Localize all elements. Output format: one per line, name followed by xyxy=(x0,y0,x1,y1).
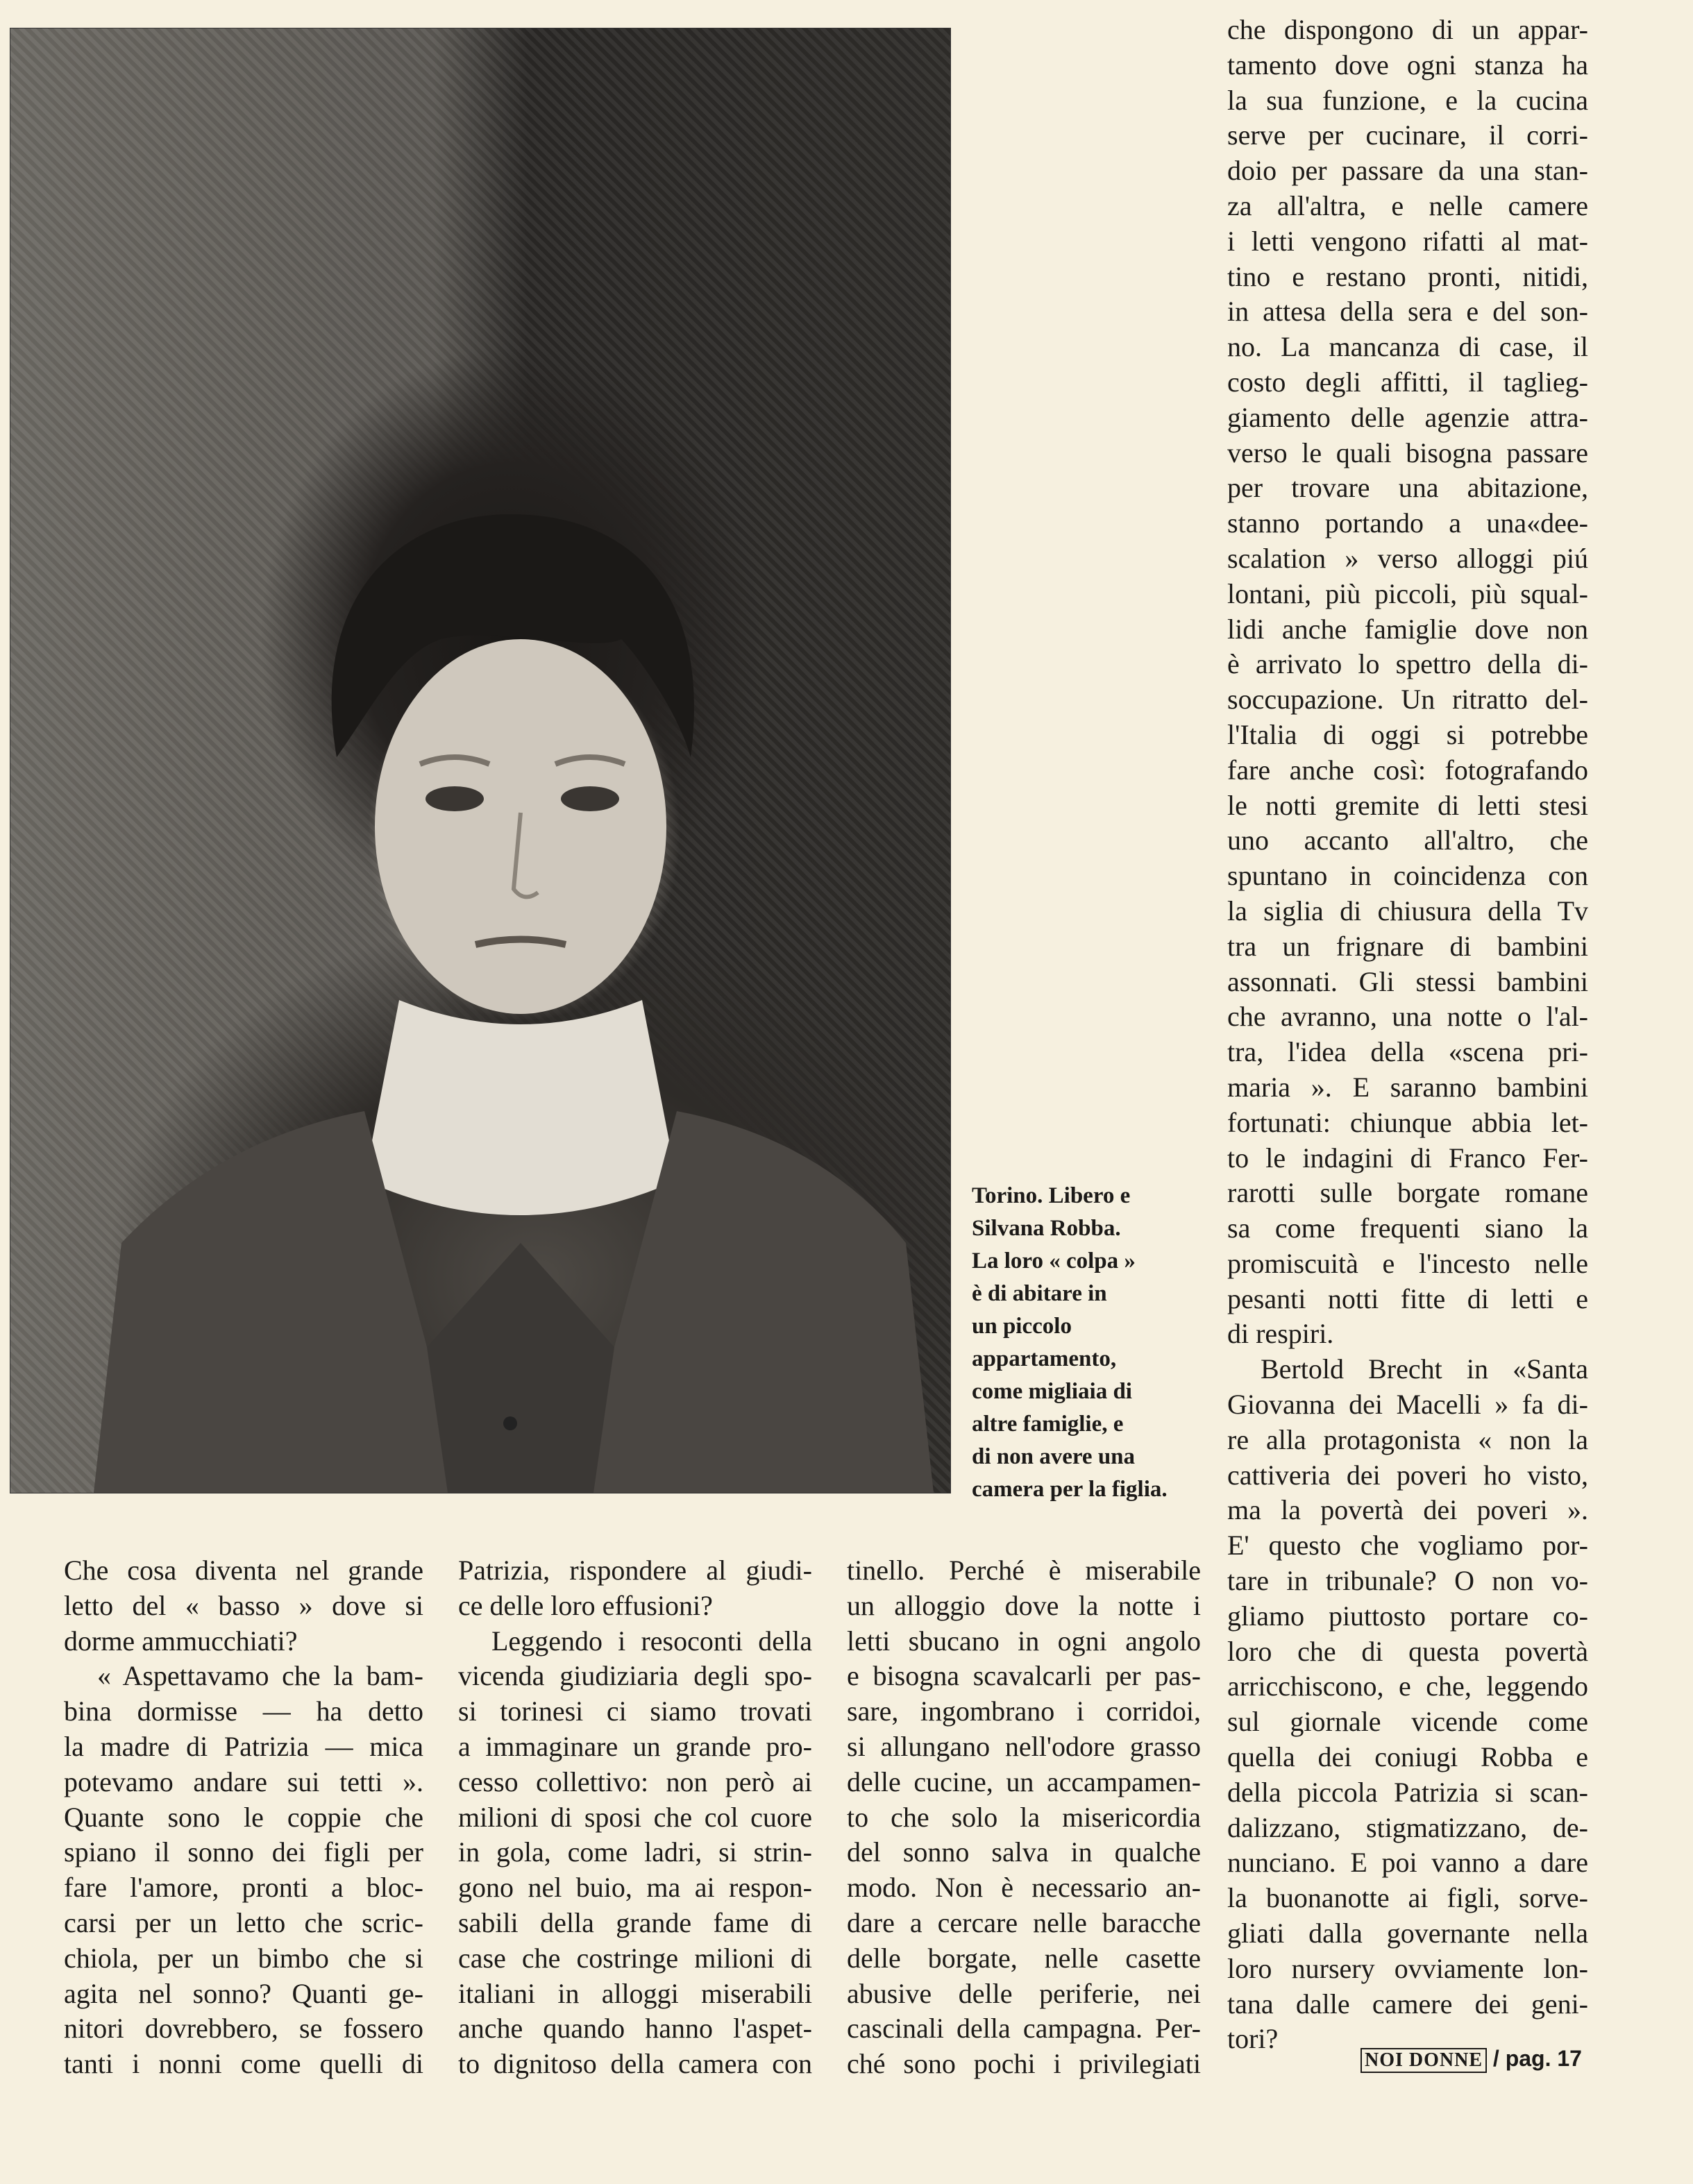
text-line: lontani, più piccoli, più squal- xyxy=(1227,577,1588,609)
text-line: e bisogna scavalcarli per pas- xyxy=(847,1660,1201,1692)
text-line: Quante sono le coppie che xyxy=(64,1801,423,1833)
text-line: costo degli affitti, il taglieg- xyxy=(1227,366,1588,398)
text-line: stanno portando a una«dee- xyxy=(1227,507,1588,539)
text-line: E' questo che vogliamo por- xyxy=(1227,1530,1588,1561)
text-line: verso le quali bisogna passare xyxy=(1227,437,1588,468)
text-line: dorme ammucchiati? xyxy=(64,1625,298,1657)
text-line: to le indagini di Franco Fer- xyxy=(1227,1142,1588,1174)
text-line: arricchiscono, e che, leggendo xyxy=(1227,1670,1588,1702)
article-column-2 xyxy=(458,1553,812,2082)
text-line: to che solo la misericordia xyxy=(847,1801,1201,1833)
photo-caption xyxy=(972,1180,1211,1506)
caption-line: Torino. Libero e xyxy=(972,1183,1131,1208)
text-line: tinello. Perché è miserabile xyxy=(847,1555,1201,1586)
text-line: si torinesi ci siamo trovati xyxy=(458,1695,812,1727)
text-line: delle borgate, nelle casette xyxy=(847,1942,1201,1974)
text-line: che dispongono di un appar- xyxy=(1227,14,1588,45)
page-footer xyxy=(1361,2046,1582,2073)
text-line: tino e restano pronti, nitidi, xyxy=(1227,260,1588,292)
text-line: a immaginare un grande pro- xyxy=(458,1730,812,1762)
text-line: abusive delle periferie, nei xyxy=(847,1977,1201,2009)
text-line: rarotti sulle borgate romane xyxy=(1227,1177,1588,1209)
text-line: cesso collettivo: non però ai xyxy=(458,1766,812,1797)
text-line: za all'altra, e nelle camere xyxy=(1227,189,1588,221)
text-line: Giovanna dei Macelli » fa di- xyxy=(1227,1389,1588,1421)
text-line: carsi per un letto che scric- xyxy=(64,1906,423,1938)
text-line: la sua funzione, e la cucina xyxy=(1227,84,1588,116)
text-line: della piccola Patrizia si scan- xyxy=(1227,1776,1588,1808)
text-line: scalation » verso alloggi piú xyxy=(1227,542,1588,574)
photo-portrait xyxy=(10,28,951,1493)
text-line: doio per passare da una stan- xyxy=(1227,155,1588,187)
text-line: Patrizia, rispondere al giudi- xyxy=(458,1555,812,1586)
text-line: di respiri. xyxy=(1227,1318,1334,1350)
text-line: Bertold Brecht in «Santa xyxy=(1261,1353,1588,1385)
caption-line: camera per la figlia. xyxy=(972,1477,1168,1502)
portrait-illustration xyxy=(10,28,950,1493)
text-line: chiola, per un bimbo che si xyxy=(64,1942,423,1974)
caption-line: è di abitare in xyxy=(972,1281,1107,1306)
text-line: dalizzano, stigmatizzano, de- xyxy=(1227,1811,1588,1843)
text-line: ce delle loro effusioni? xyxy=(458,1589,713,1621)
text-line: cascinali della campagna. Per- xyxy=(847,2013,1201,2045)
caption-line: un piccolo xyxy=(972,1314,1072,1339)
text-line: gliamo piuttosto portare co- xyxy=(1227,1600,1588,1632)
caption-line: appartamento, xyxy=(972,1346,1117,1371)
text-line: tanti i nonni come quelli di xyxy=(64,2048,423,2080)
text-line: fare l'amore, pronti a bloc- xyxy=(64,1872,423,1904)
text-line: nitori dovrebbero, se fossero xyxy=(64,2013,423,2045)
text-line: to dignitoso della camera con xyxy=(458,2048,812,2080)
text-line: modo. Non è necessario an- xyxy=(847,1872,1201,1904)
text-line: vicenda giudiziaria degli spo- xyxy=(458,1660,812,1692)
text-line: per trovare una abitazione, xyxy=(1227,472,1588,504)
article-column-4 xyxy=(1227,12,1588,2057)
text-line: la madre di Patrizia — mica xyxy=(64,1730,423,1762)
article-column-1 xyxy=(64,1553,423,2082)
text-line: sul giornale vicende come xyxy=(1227,1706,1588,1738)
text-line: ma la povertà dei poveri ». xyxy=(1227,1494,1588,1526)
text-line: uno accanto all'altro, che xyxy=(1227,824,1588,856)
text-line: « Aspettavamo che la bam- xyxy=(97,1660,423,1692)
text-line: agita nel sonno? Quanti ge- xyxy=(64,1977,423,2009)
text-line: un alloggio dove la notte i xyxy=(847,1589,1201,1621)
text-line: tra, l'idea della «scena pri- xyxy=(1227,1036,1588,1068)
text-line: l'Italia di oggi si potrebbe xyxy=(1227,718,1588,750)
text-line: assonnati. Gli stessi bambini xyxy=(1227,965,1588,997)
text-line: le notti gremite di letti stesi xyxy=(1227,789,1588,821)
text-line: Leggendo i resoconti della xyxy=(491,1625,812,1657)
text-line: i letti vengono rifatti al mat- xyxy=(1227,225,1588,257)
text-line: dare a cercare nelle baracche xyxy=(847,1906,1201,1938)
text-line: sa come frequenti siano la xyxy=(1227,1212,1588,1244)
text-line: del sonno salva in qualche xyxy=(847,1836,1201,1868)
text-line: spuntano in coincidenza con xyxy=(1227,860,1588,892)
text-line: letto del « basso » dove si xyxy=(64,1589,423,1621)
article-column-3 xyxy=(847,1553,1201,2082)
text-line: sabili della grande fame di xyxy=(458,1906,812,1938)
text-line: la siglia di chiusura della Tv xyxy=(1227,895,1588,926)
text-line: in gola, come ladri, si strin- xyxy=(458,1836,812,1868)
footer-separator: / xyxy=(1492,2046,1499,2071)
text-line: lidi anche famiglie dove non xyxy=(1227,613,1588,645)
text-line: pesanti notti fitte di letti e xyxy=(1227,1283,1588,1314)
text-line: bina dormisse — ha detto xyxy=(64,1695,423,1727)
caption-line: La loro « colpa » xyxy=(972,1248,1136,1273)
text-line: italiani in alloggi miserabili xyxy=(458,1977,812,2009)
text-line: serve per cucinare, il corri- xyxy=(1227,119,1588,151)
page-number: pag. 17 xyxy=(1505,2046,1582,2071)
text-line: re alla protagonista « non la xyxy=(1227,1423,1588,1455)
text-line: quella dei coniugi Robba e xyxy=(1227,1741,1588,1773)
magazine-logo: NOI DONNE xyxy=(1361,2048,1487,2073)
text-line: tra un frignare di bambini xyxy=(1227,930,1588,962)
text-line: la buonanotte ai figli, sorve- xyxy=(1227,1882,1588,1914)
text-line: in attesa della sera e del son- xyxy=(1227,296,1588,328)
caption-line: di non avere una xyxy=(972,1444,1136,1469)
text-line: anche quando hanno l'aspet- xyxy=(458,2013,812,2045)
text-line: sare, ingombrano i corridoi, xyxy=(847,1695,1201,1727)
text-line: nunciano. E poi vanno a dare xyxy=(1227,1847,1588,1879)
text-line: tori? xyxy=(1227,2023,1279,2055)
text-line: no. La mancanza di case, il xyxy=(1227,331,1588,363)
text-line: tana dalle camere dei geni- xyxy=(1227,1988,1588,2020)
text-line: letti sbucano in ogni angolo xyxy=(847,1625,1201,1657)
text-line: è arrivato lo spettro della di- xyxy=(1227,648,1588,680)
text-line: loro nursery ovviamente lon- xyxy=(1227,1952,1588,1984)
text-line: fortunati: chiunque abbia let- xyxy=(1227,1106,1588,1138)
text-line: ché sono pochi i privilegiati xyxy=(847,2048,1201,2080)
text-line: si allungano nell'odore grasso xyxy=(847,1730,1201,1762)
caption-line: altre famiglie, e xyxy=(972,1412,1124,1437)
caption-line: Silvana Robba. xyxy=(972,1216,1121,1241)
text-line: potevamo andare sui tetti ». xyxy=(64,1766,423,1797)
text-line: giamento delle agenzie attra- xyxy=(1227,401,1588,433)
text-line: Che cosa diventa nel grande xyxy=(64,1555,423,1586)
text-line: cattiveria dei poveri ho visto, xyxy=(1227,1459,1588,1491)
text-line: loro che di questa povertà xyxy=(1227,1635,1588,1667)
text-line: tamento dove ogni stanza ha xyxy=(1227,49,1588,81)
text-line: promiscuità e l'incesto nelle xyxy=(1227,1247,1588,1279)
text-line: fare anche così: fotografando xyxy=(1227,754,1588,786)
caption-line: come migliaia di xyxy=(972,1379,1132,1404)
text-line: case che costringe milioni di xyxy=(458,1942,812,1974)
text-line: delle cucine, un accampamen- xyxy=(847,1766,1201,1797)
text-line: maria ». E saranno bambini xyxy=(1227,1071,1588,1103)
text-line: soccupazione. Un ritratto del- xyxy=(1227,684,1588,716)
text-line: tare in tribunale? O non vo- xyxy=(1227,1565,1588,1597)
text-line: gliati dalla governante nella xyxy=(1227,1918,1588,1949)
text-line: spiano il sonno dei figli per xyxy=(64,1836,423,1868)
text-line: che avranno, una notte o l'al- xyxy=(1227,1001,1588,1033)
text-line: gono nel buio, ma ai respon- xyxy=(458,1872,812,1904)
text-line: milioni di sposi che col cuore xyxy=(458,1801,812,1833)
